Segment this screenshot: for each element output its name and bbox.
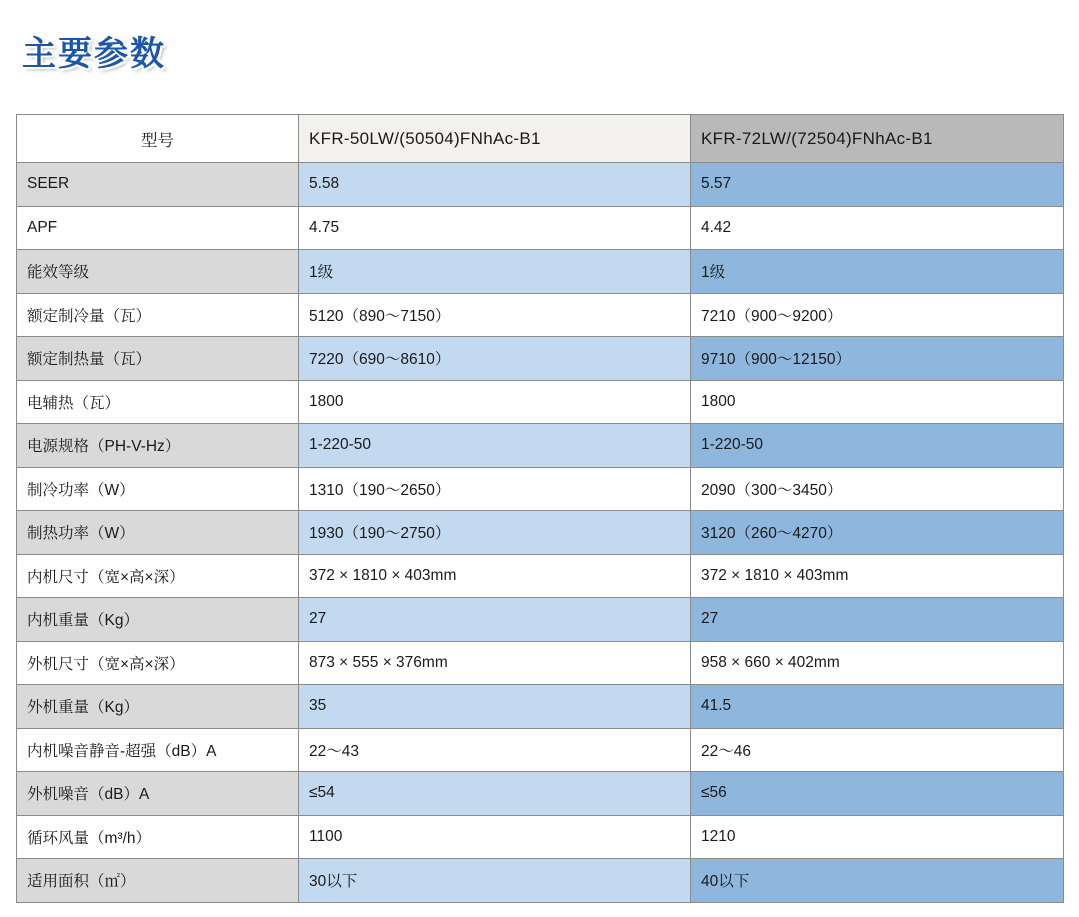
row-value-a: 1800 [299,380,691,424]
row-value-b: 372 × 1810 × 403mm [691,554,1064,598]
table-row [17,337,1064,381]
row-value-b: 1210 [691,815,1064,859]
row-value-b: 958 × 660 × 402mm [691,641,1064,685]
page-title: 主要参数 [22,35,166,73]
table-row [17,859,1064,903]
row-value-b: 1-220-50 [691,424,1064,468]
row-label: 外机噪音（dB）A [17,772,299,816]
specifications-table [16,114,1064,903]
row-label: 制冷功率（W） [17,467,299,511]
header-cell-model-a: KFR-50LW/(50504)FNhAc-B1 [299,115,691,163]
row-label: 内机尺寸（宽×高×深） [17,554,299,598]
header-cell-label: 型号 [17,115,299,163]
row-label: 内机噪音静音-超强（dB）A [17,728,299,772]
row-value-b: 1800 [691,380,1064,424]
row-value-b: 7210（900～9200） [691,293,1064,337]
row-label: 电源规格（PH-V-Hz） [17,424,299,468]
table-row [17,772,1064,816]
row-value-b: 3120（260～4270） [691,511,1064,555]
row-value-a: ≤54 [299,772,691,816]
row-value-b: 4.42 [691,206,1064,250]
table-row [17,250,1064,294]
table-row [17,380,1064,424]
row-value-a: 5120（890～7150） [299,293,691,337]
table-row [17,815,1064,859]
row-value-b: 41.5 [691,685,1064,729]
row-label: 外机重量（Kg） [17,685,299,729]
table-header-row [17,115,1064,163]
table-row [17,163,1064,207]
row-value-a: 873 × 555 × 376mm [299,641,691,685]
table-row [17,293,1064,337]
row-label: 额定制冷量（瓦） [17,293,299,337]
header-cell-model-b: KFR-72LW/(72504)FNhAc-B1 [691,115,1064,163]
row-value-b: ≤56 [691,772,1064,816]
row-value-a: 1930（190～2750） [299,511,691,555]
row-label: 制热功率（W） [17,511,299,555]
row-value-b: 27 [691,598,1064,642]
row-value-b: 9710（900～12150） [691,337,1064,381]
row-value-a: 30以下 [299,859,691,903]
table-row [17,641,1064,685]
row-value-b: 5.57 [691,163,1064,207]
table-row [17,467,1064,511]
row-value-b: 1级 [691,250,1064,294]
row-value-a: 1310（190～2650） [299,467,691,511]
row-label: 适用面积（㎡） [17,859,299,903]
row-value-a: 1100 [299,815,691,859]
row-value-a: 7220（690～8610） [299,337,691,381]
row-label: 电辅热（瓦） [17,380,299,424]
row-value-b: 22～46 [691,728,1064,772]
row-value-a: 1-220-50 [299,424,691,468]
row-value-a: 22～43 [299,728,691,772]
table-row [17,511,1064,555]
row-label: 外机尺寸（宽×高×深） [17,641,299,685]
row-value-b: 40以下 [691,859,1064,903]
table-row [17,424,1064,468]
row-label: APF [17,206,299,250]
row-value-b: 2090（300～3450） [691,467,1064,511]
table-row [17,685,1064,729]
row-label: SEER [17,163,299,207]
row-value-a: 1级 [299,250,691,294]
row-label: 额定制热量（瓦） [17,337,299,381]
row-label: 能效等级 [17,250,299,294]
row-value-a: 4.75 [299,206,691,250]
table-row [17,598,1064,642]
row-label: 循环风量（m³/h） [17,815,299,859]
row-value-a: 5.58 [299,163,691,207]
row-value-a: 372 × 1810 × 403mm [299,554,691,598]
table-row [17,206,1064,250]
row-value-a: 35 [299,685,691,729]
table-row [17,554,1064,598]
table-row [17,728,1064,772]
row-value-a: 27 [299,598,691,642]
row-label: 内机重量（Kg） [17,598,299,642]
